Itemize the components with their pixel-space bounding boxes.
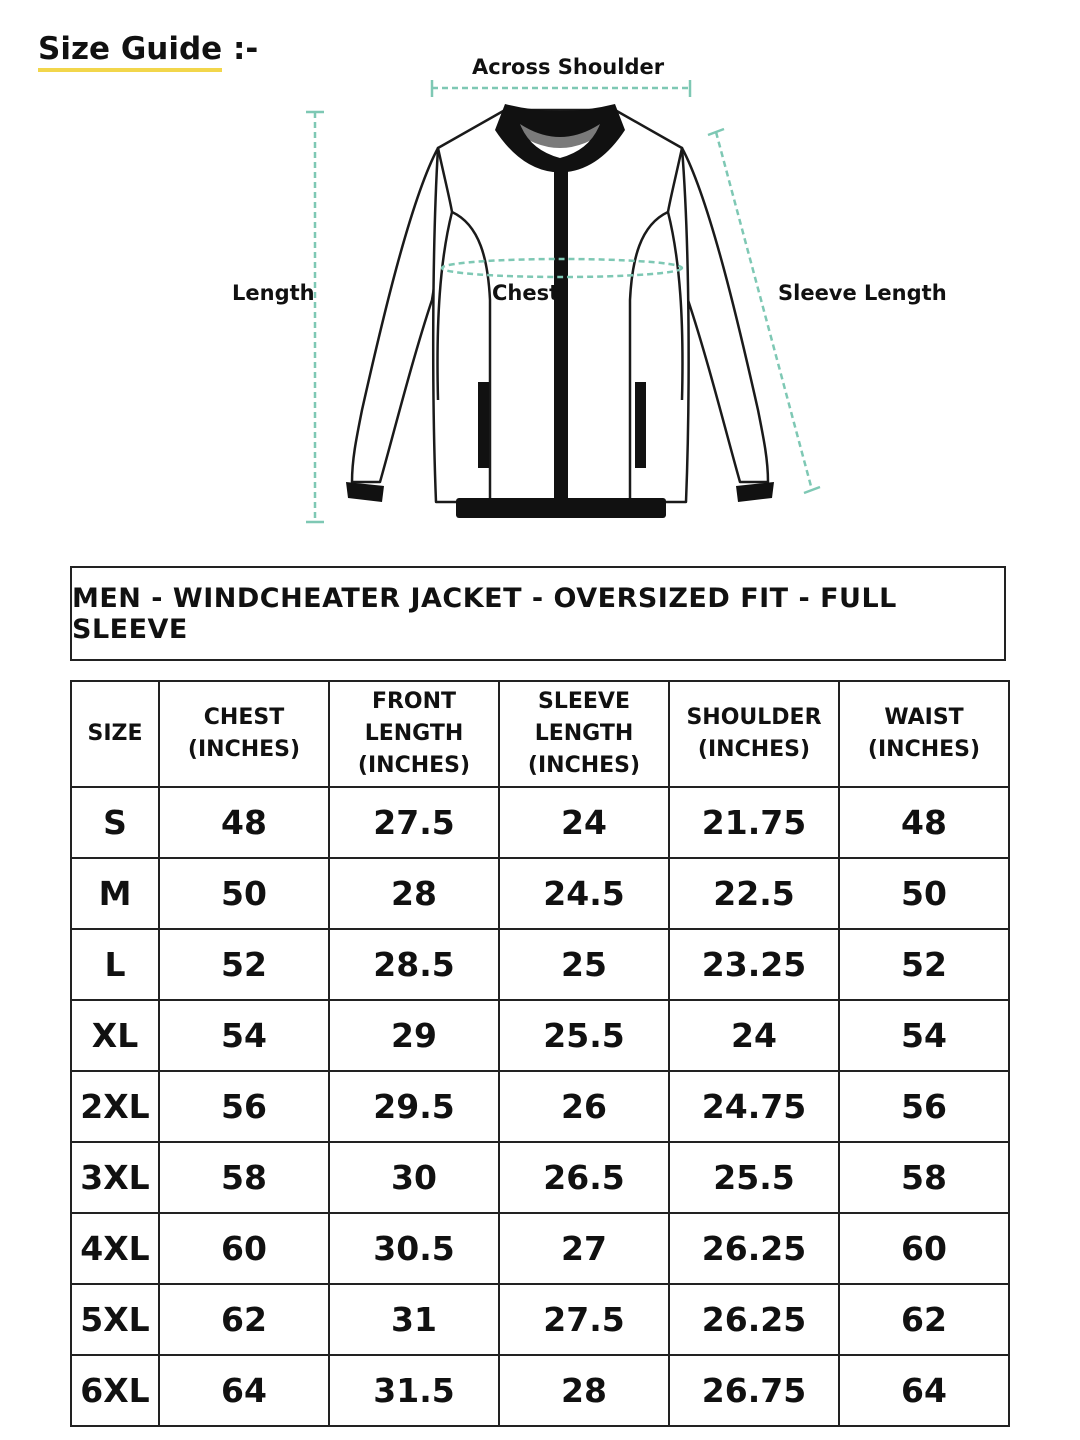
cell-shoulder: 26.75 <box>669 1355 839 1426</box>
table-row <box>71 1355 1009 1426</box>
cell-shoulder: 24.75 <box>669 1071 839 1142</box>
header-waist: WAIST (INCHES) <box>839 681 1009 787</box>
across-shoulder-line <box>432 80 690 97</box>
header-front-length: FRONT LENGTH (INCHES) <box>329 681 499 787</box>
cell-size: XL <box>71 1000 159 1071</box>
cell-chest: 60 <box>159 1213 329 1284</box>
left-sleeve <box>352 148 440 482</box>
right-cuff <box>736 482 774 502</box>
cell-size: 5XL <box>71 1284 159 1355</box>
table-row <box>71 858 1009 929</box>
cell-shoulder: 24 <box>669 1000 839 1071</box>
sleeve-length-label: Sleeve Length <box>778 281 947 305</box>
cell-front-length: 29 <box>329 1000 499 1071</box>
cell-sleeve-length: 27 <box>499 1213 669 1284</box>
cell-front-length: 28 <box>329 858 499 929</box>
table-row <box>71 1213 1009 1284</box>
cell-front-length: 30.5 <box>329 1213 499 1284</box>
length-label: Length <box>232 281 315 305</box>
size-guide-title-suffix: :- <box>222 31 259 67</box>
cell-front-length: 31 <box>329 1284 499 1355</box>
cell-size: M <box>71 858 159 929</box>
left-cuff <box>346 482 384 502</box>
cell-chest: 52 <box>159 929 329 1000</box>
across-shoulder-label: Across Shoulder <box>472 55 665 79</box>
cell-sleeve-length: 24 <box>499 787 669 858</box>
right-sleeve <box>680 148 768 482</box>
waistband <box>456 498 666 518</box>
cell-shoulder: 26.25 <box>669 1213 839 1284</box>
cell-size: L <box>71 929 159 1000</box>
cell-shoulder: 22.5 <box>669 858 839 929</box>
size-guide-title: Size Guide <box>38 30 222 72</box>
cell-chest: 58 <box>159 1142 329 1213</box>
table-row <box>71 1071 1009 1142</box>
cell-shoulder: 23.25 <box>669 929 839 1000</box>
header-shoulder: SHOULDER (INCHES) <box>669 681 839 787</box>
cell-sleeve-length: 28 <box>499 1355 669 1426</box>
cell-waist: 64 <box>839 1355 1009 1426</box>
cell-shoulder: 26.25 <box>669 1284 839 1355</box>
table-title: MEN - WINDCHEATER JACKET - OVERSIZED FIT - FULL SLEEVE <box>70 566 1006 661</box>
right-pocket <box>635 382 646 468</box>
table-row <box>71 787 1009 858</box>
cell-sleeve-length: 24.5 <box>499 858 669 929</box>
cell-waist: 54 <box>839 1000 1009 1071</box>
cell-waist: 58 <box>839 1142 1009 1213</box>
cell-size: 4XL <box>71 1213 159 1284</box>
jacket-diagram <box>0 0 1080 560</box>
cell-waist: 48 <box>839 787 1009 858</box>
header-sleeve-length: SLEEVE LENGTH (INCHES) <box>499 681 669 787</box>
cell-sleeve-length: 27.5 <box>499 1284 669 1355</box>
cell-chest: 54 <box>159 1000 329 1071</box>
cell-size: 3XL <box>71 1142 159 1213</box>
cell-waist: 62 <box>839 1284 1009 1355</box>
cell-size: 2XL <box>71 1071 159 1142</box>
cell-waist: 52 <box>839 929 1009 1000</box>
header-chest: CHEST (INCHES) <box>159 681 329 787</box>
length-line <box>306 112 324 522</box>
table-row <box>71 929 1009 1000</box>
cell-chest: 64 <box>159 1355 329 1426</box>
cell-shoulder: 21.75 <box>669 787 839 858</box>
cell-front-length: 28.5 <box>329 929 499 1000</box>
cell-waist: 50 <box>839 858 1009 929</box>
table-header-row <box>71 681 1009 787</box>
cell-sleeve-length: 26.5 <box>499 1142 669 1213</box>
cell-waist: 56 <box>839 1071 1009 1142</box>
table-row <box>71 1000 1009 1071</box>
cell-waist: 60 <box>839 1213 1009 1284</box>
cell-front-length: 31.5 <box>329 1355 499 1426</box>
zipper <box>554 168 568 512</box>
header-size: SIZE <box>71 681 159 787</box>
table-row <box>71 1142 1009 1213</box>
cell-sleeve-length: 25 <box>499 929 669 1000</box>
cell-front-length: 27.5 <box>329 787 499 858</box>
cell-sleeve-length: 25.5 <box>499 1000 669 1071</box>
left-pocket <box>478 382 489 468</box>
cell-sleeve-length: 26 <box>499 1071 669 1142</box>
cell-chest: 50 <box>159 858 329 929</box>
size-table <box>70 680 1010 1427</box>
table-row <box>71 1284 1009 1355</box>
cell-chest: 56 <box>159 1071 329 1142</box>
cell-front-length: 29.5 <box>329 1071 499 1142</box>
chest-label: Chest <box>492 281 560 305</box>
cell-shoulder: 25.5 <box>669 1142 839 1213</box>
cell-chest: 48 <box>159 787 329 858</box>
cell-chest: 62 <box>159 1284 329 1355</box>
cell-front-length: 30 <box>329 1142 499 1213</box>
cell-size: 6XL <box>71 1355 159 1426</box>
cell-size: S <box>71 787 159 858</box>
